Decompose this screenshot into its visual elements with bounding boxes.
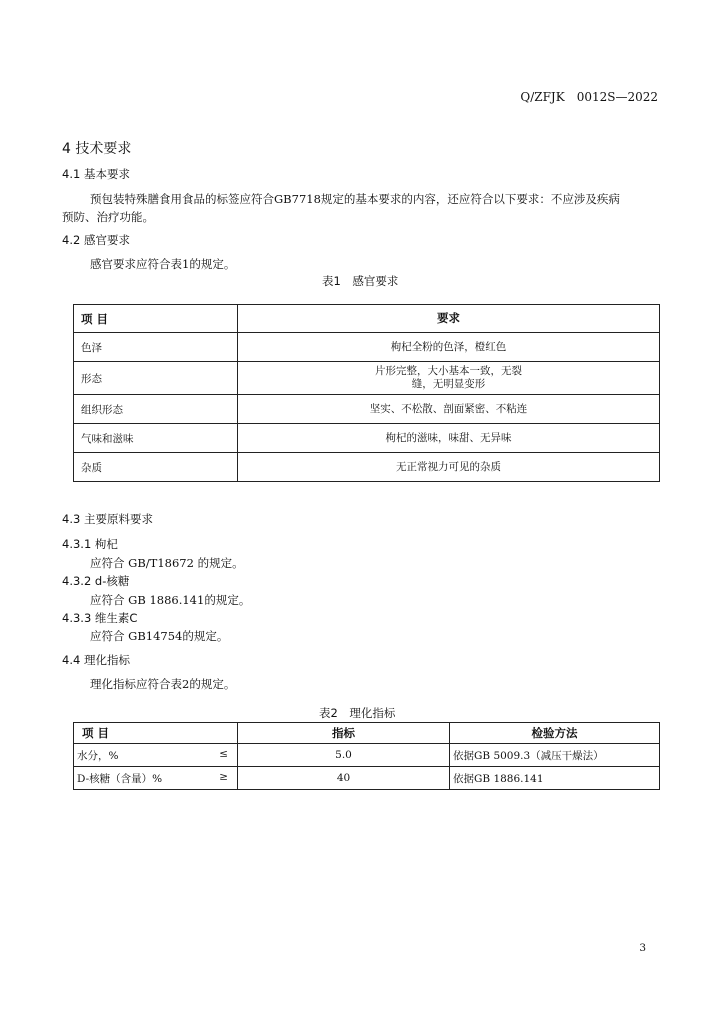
table-cell: 依据GB 5009.3（减压干燥法） — [450, 744, 660, 767]
comparison-symbol: ≤ — [219, 747, 228, 760]
table-header-row — [74, 305, 660, 333]
table-header-cell: 指标 — [238, 723, 450, 744]
section-4-2-heading: 4.2 感官要求 — [62, 233, 130, 247]
section-4-1-text-line1: 预包装特殊膳食用食品的标签应符合GB7718规定的基本要求的内容，还应符合以下要求：不应涉及疾病 — [90, 192, 620, 206]
section-4-3-1-text: 应符合 GB/T18672 的规定。 — [90, 556, 244, 570]
table-cell: 气味和滋味 — [74, 424, 238, 453]
physicochemical-table — [73, 722, 660, 790]
section-4-1-text-line2: 预防、治疗功能。 — [62, 210, 154, 224]
section-4-3-1-heading: 4.3.1 枸杞 — [62, 537, 118, 551]
table-cell: 坚实、不松散、剖面紧密、不粘连 — [238, 395, 660, 424]
table-cell: 组织形态 — [74, 395, 238, 424]
table-row — [74, 424, 660, 453]
table-cell: 40 — [238, 767, 450, 790]
table-row — [74, 333, 660, 362]
table-row — [74, 362, 660, 395]
section-4-4-heading: 4.4 理化指标 — [62, 653, 130, 667]
table-cell — [74, 767, 238, 790]
document-code: Q/ZFJK 0012S—2022 — [520, 90, 658, 104]
section-4-3-2-text: 应符合 GB 1886.141的规定。 — [90, 593, 251, 607]
item-name: 水分，% — [77, 749, 119, 762]
page-number: 3 — [639, 942, 646, 954]
table-cell: 枸杞的滋味，味甜、无异味 — [238, 424, 660, 453]
section-4-3-heading: 4.3 主要原料要求 — [62, 512, 153, 526]
table-header-row — [74, 723, 660, 744]
cell-line: 片形完整，大小基本一致，无裂 — [375, 365, 522, 377]
table1-caption: 表1 感官要求 — [322, 274, 399, 288]
table-cell: 杂质 — [74, 453, 238, 482]
table-header-cell: 项 目 — [74, 305, 238, 333]
table2-caption: 表2 理化指标 — [319, 706, 396, 720]
table-cell: 5.0 — [238, 744, 450, 767]
section-4-3-3-heading: 4.3.3 维生素C — [62, 611, 138, 625]
table-cell — [74, 744, 238, 767]
table-cell: 枸杞全粉的色泽，橙红色 — [238, 333, 660, 362]
table-row — [74, 453, 660, 482]
table-row — [74, 395, 660, 424]
comparison-symbol: ≥ — [219, 770, 228, 783]
table-cell — [238, 362, 660, 395]
item-name: D-核糖（含量）% — [77, 772, 163, 785]
section-4-heading: 4 技术要求 — [62, 141, 132, 157]
table-cell: 色泽 — [74, 333, 238, 362]
section-4-4-text: 理化指标应符合表2的规定。 — [90, 677, 236, 691]
section-4-1-heading: 4.1 基本要求 — [62, 167, 130, 181]
sensory-table — [73, 304, 660, 482]
table-header-cell: 要求 — [238, 305, 660, 333]
section-4-3-2-heading: 4.3.2 d-核糖 — [62, 574, 130, 588]
table-cell: 形态 — [74, 362, 238, 395]
section-4-3-3-text: 应符合 GB14754的规定。 — [90, 629, 229, 643]
cell-line: 缝，无明显变形 — [411, 378, 486, 390]
table-row — [74, 744, 660, 767]
table-cell: 依据GB 1886.141 — [450, 767, 660, 790]
table-row — [74, 767, 660, 790]
table-header-cell: 检验方法 — [450, 723, 660, 744]
section-4-2-text: 感官要求应符合表1的规定。 — [90, 257, 236, 271]
table-header-cell: 项 目 — [74, 723, 238, 744]
table-cell: 无正常视力可见的杂质 — [238, 453, 660, 482]
